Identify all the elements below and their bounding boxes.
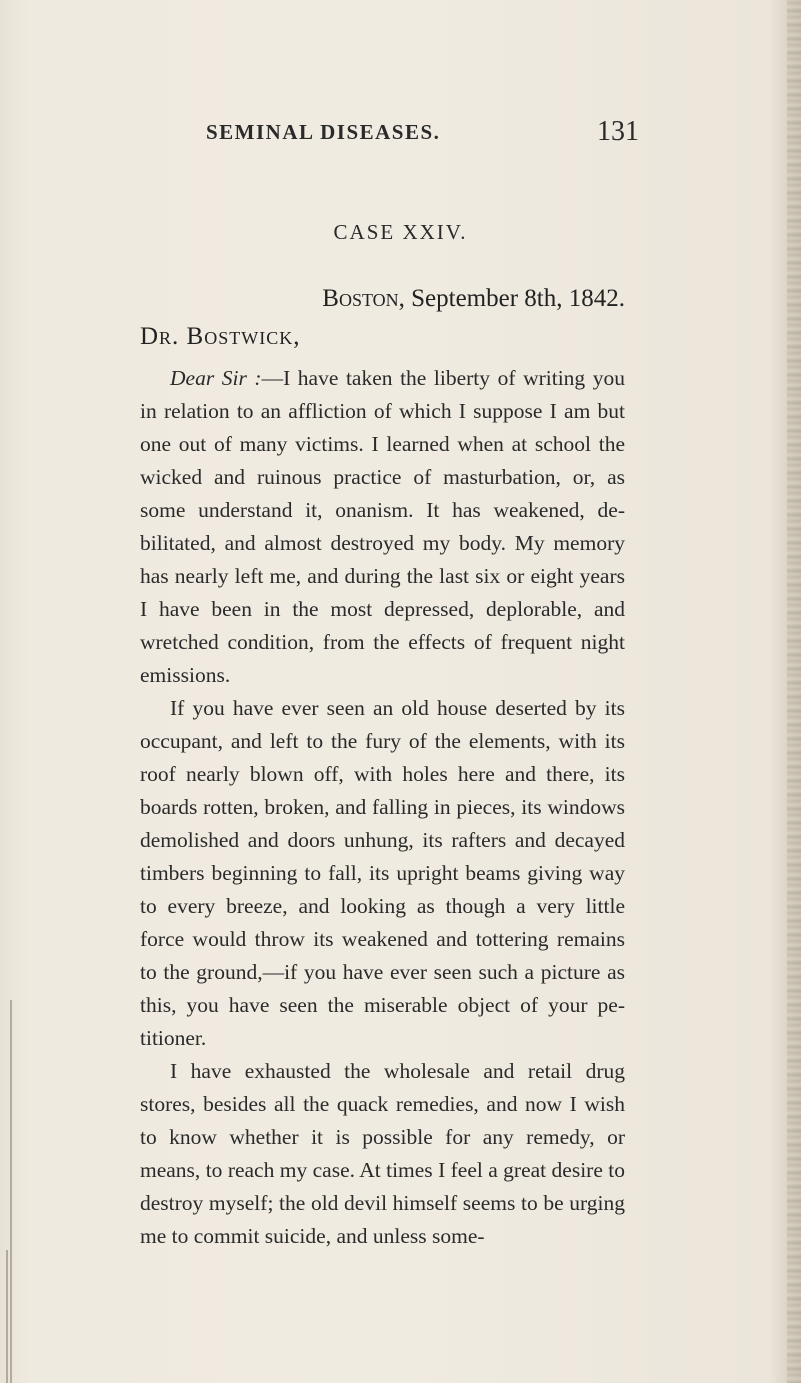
margin-mark [10,1000,12,1383]
paragraph: If you have ever seen an old house deserted by its occupant, and left to the fury of the elements, with its roof nearly blown off, with holes here and there, its boards rotten, broken, and falling in pieces, its windows demolished and doors unhung, its rafters and decayed timbers beginning to fall, its upright beams giving way to every breeze, and looking as though a very little force would throw its weakened and tottering remains to the ground,—if you have ever seen such a picture as this, you have seen the miserable object of your pe-titioner. [140,696,625,1050]
margin-mark [6,1250,8,1383]
dateline-place: Boston [322,285,399,312]
dateline-date: , September 8th, 1842. [398,285,625,312]
salutation: Dear Sir : [170,366,262,390]
page-header [206,116,639,154]
dateline [0,285,625,313]
page-number: 131 [597,116,639,147]
running-head: SEMINAL DISEASES. [206,120,441,144]
page-edge [787,0,801,1383]
addressee: Dr. Bostwick, [140,323,301,350]
case-title: CASE XXIV. [333,220,468,244]
letter-body [140,362,625,1253]
paragraph [140,362,625,692]
paragraph: I have exhausted the wholesale and retail drug stores, besides all the quack remedies, and now I wish to know whether it is possible for any remedy, or means, to reach my case. At times I feel a great desire to destroy myself; the old devil himself seems to be urging me to commit suicide, and unless some- [140,1059,625,1248]
paragraph-text: —I have taken the liberty of writing you in relation to an affliction of which I suppose I am but one out of many victims. I learned when at school the wicked and ruinous practice of masturbation, or, as some understand it, onanism. It has weakened, de-bilitated, and almost destroyed my body. My memory has nearly left me, and during the last six or eight years I have been in the most depressed, deplorable, and wretched condition, from the effects of frequent night emissions. [140,366,625,687]
